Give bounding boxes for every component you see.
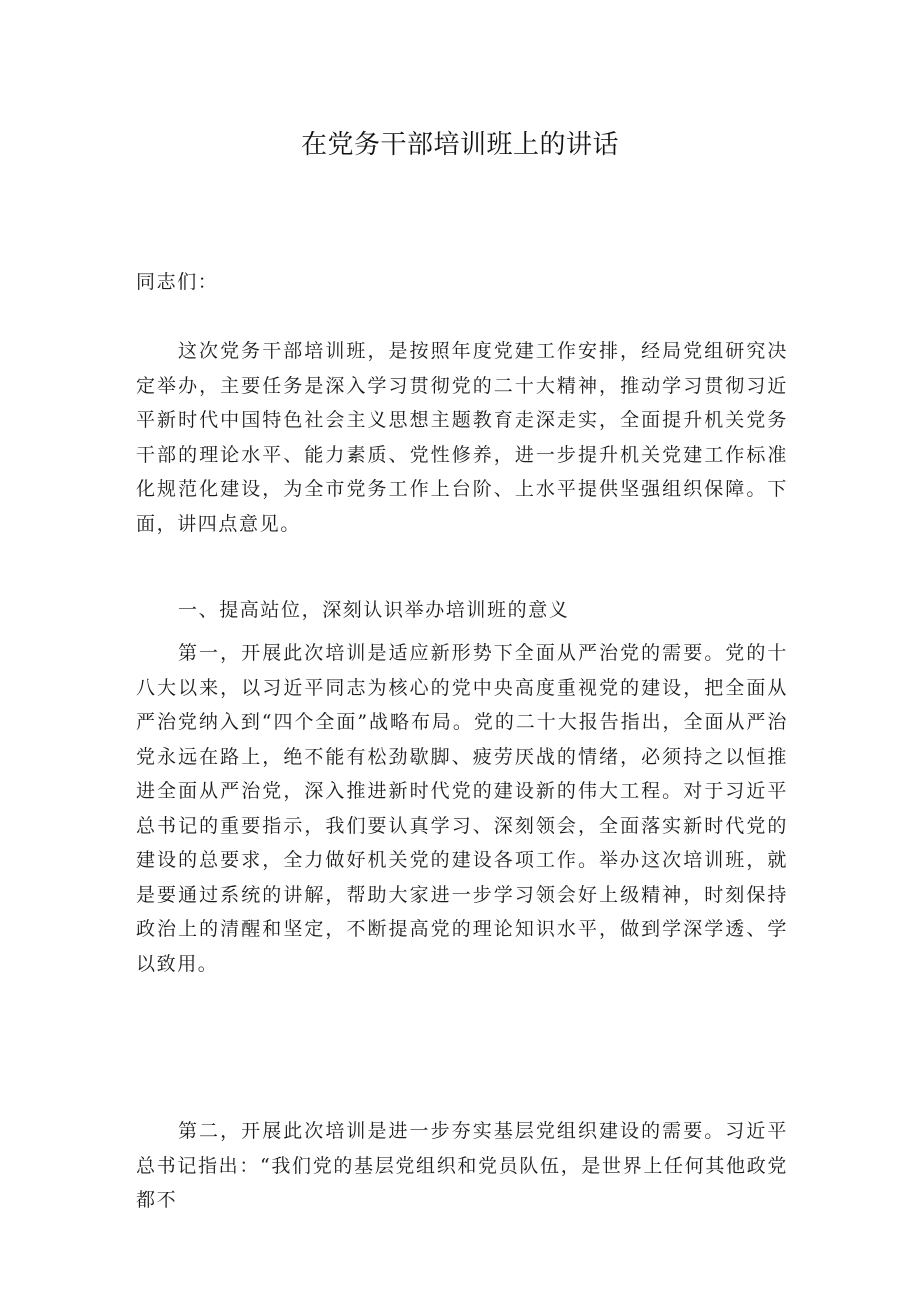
section-heading-1: 一、提高站位，深刻认识举办培训班的意义 — [178, 599, 570, 621]
paragraph-second-point: 第二，开展此次培训是进一步夯实基层党组织建设的需要。习近平总书记指出：“我们党的基层党组织和党员队伍，是世界上任何其他政党都不 — [136, 1120, 788, 1211]
salutation: 同志们： — [136, 271, 219, 293]
document-title: 在党务干部培训班上的讲话 — [300, 130, 619, 160]
paragraph-first-point: 第一，开展此次培训是适应新形势下全面从严治党的需要。党的十八大以来，以习近平同志为核心的党中央高度重视党的建设，把全面从严治党纳入到“四个全面”战略布局。党的二十大报告指出，全面从严治党永远在路上，绝不能有松劲歇脚、疲劳厌战的情绪，必须持之以恒推进全面从严治党，深入推进新时代党的建设新的伟大工程。对于习近平总书记的重要指示，我们要认真学习、深刻领会，全面落实新时代党的建设的总要求，全力做好机关党的建设各项工作。举办这次培训班，就是要通过系统的讲解，帮助大家进一步学习领会好上级精神，时刻保持政治上的清醒和坚定，不断提高党的理论知识水平，做到学深学透、学以致用。 — [136, 642, 788, 975]
paragraph-intro: 这次党务干部培训班，是按照年度党建工作安排，经局党组研究决定举办，主要任务是深入学习贯彻党的二十大精神，推动学习贯彻习近平新时代中国特色社会主义思想主题教育走深走实，全面提升机关党务干部的理论水平、能力素质、党性修养，进一步提升机关党建工作标准化规范化建设，为全市党务工作上台阶、上水平提供坚强组织保障。下面，讲四点意见。 — [136, 340, 788, 535]
